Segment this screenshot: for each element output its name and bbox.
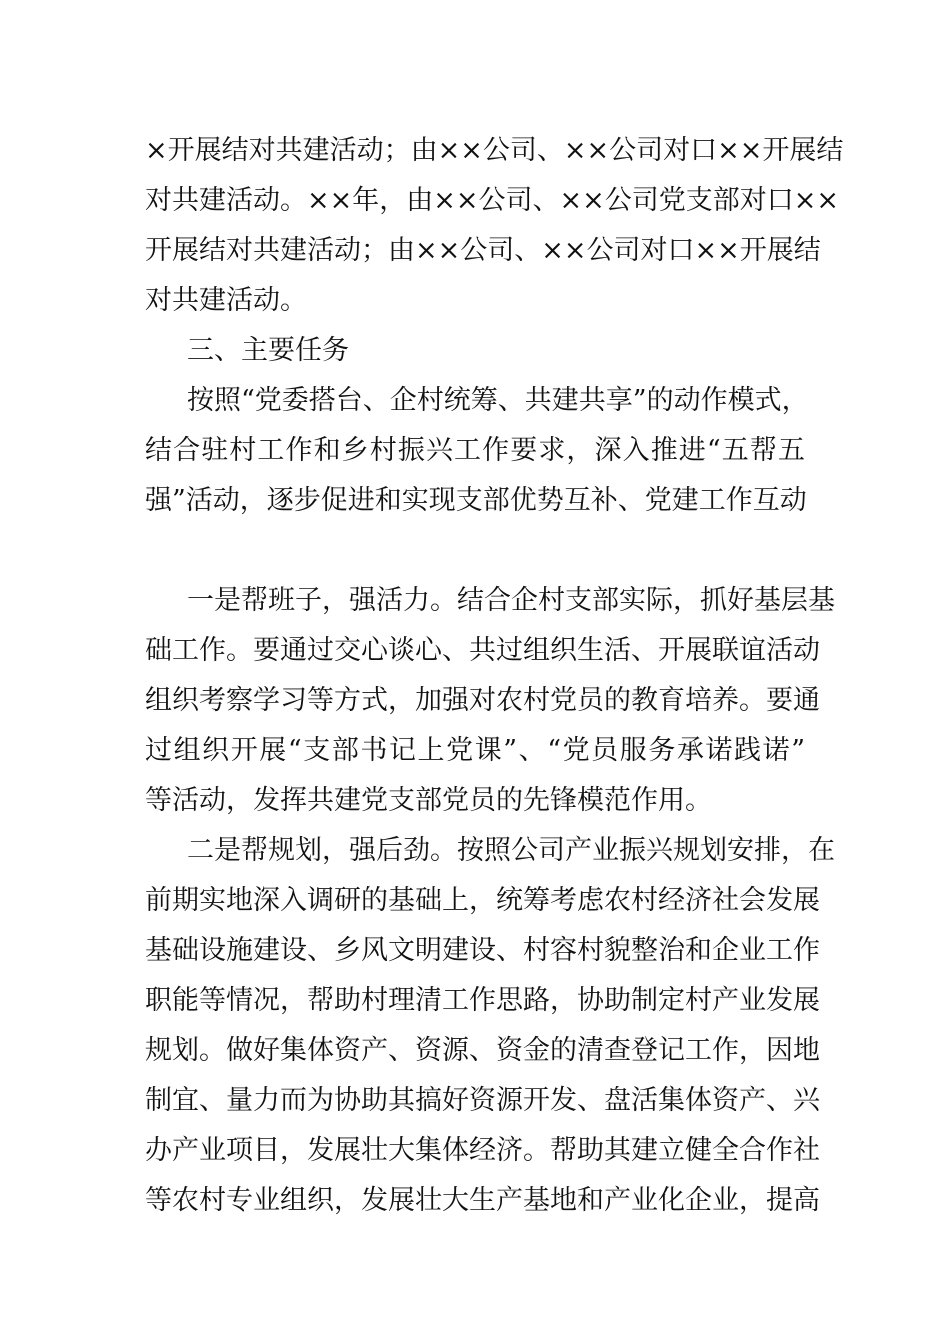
text-line: 础工作。要通过交心谈心、共过组织生活、开展联谊活动: [145, 635, 820, 666]
text-line: 办产业项目，发展壮大集体经济。帮助其建立健全合作社: [145, 1135, 820, 1166]
text-line: ×开展结对共建活动；由××公司、××公司对口××开展结: [145, 135, 844, 166]
text-line: 过组织开展“支部书记上党课”、“党员服务承诺践诺”: [145, 735, 805, 766]
text-line: 前期实地深入调研的基础上，统筹考虑农村经济社会发展: [145, 885, 820, 916]
text-line: 规划。做好集体资产、资源、资金的清查登记工作，因地: [145, 1035, 820, 1066]
text-line: 组织考察学习等方式，加强对农村党员的教育培养。要通: [145, 685, 820, 716]
text-line: 按照“党委搭台、企村统筹、共建共享”的动作模式，: [187, 385, 809, 416]
text-line: 制宜、量力而为协助其搞好资源开发、盘活集体资产、兴: [145, 1085, 820, 1116]
text-line: 等农村专业组织，发展壮大生产基地和产业化企业，提高: [145, 1185, 820, 1216]
text-line: 基础设施建设、乡风文明建设、村容村貌整治和企业工作: [145, 935, 820, 966]
text-line: 等活动，发挥共建党支部党员的先锋模范作用。: [145, 785, 712, 816]
text-line: 对共建活动。××年，由××公司、××公司党支部对口××: [145, 185, 839, 216]
text-line: 二是帮规划，强后劲。按照公司产业振兴规划安排，在: [187, 835, 835, 866]
text-line: 强”活动，逐步促进和实现支部优势互补、党建工作互动: [145, 485, 807, 516]
text-line: 一是帮班子，强活力。结合企村支部实际，抓好基层基: [187, 585, 835, 616]
text-line: 结合驻村工作和乡村振兴工作要求，深入推进“五帮五: [145, 435, 805, 466]
section-heading: 三、主要任务: [187, 335, 349, 366]
text-line: 职能等情况，帮助村理清工作思路，协助制定村产业发展: [145, 985, 820, 1016]
text-line: 对共建活动。: [145, 285, 307, 316]
text-line: 开展结对共建活动；由××公司、××公司对口××开展结: [145, 235, 821, 266]
